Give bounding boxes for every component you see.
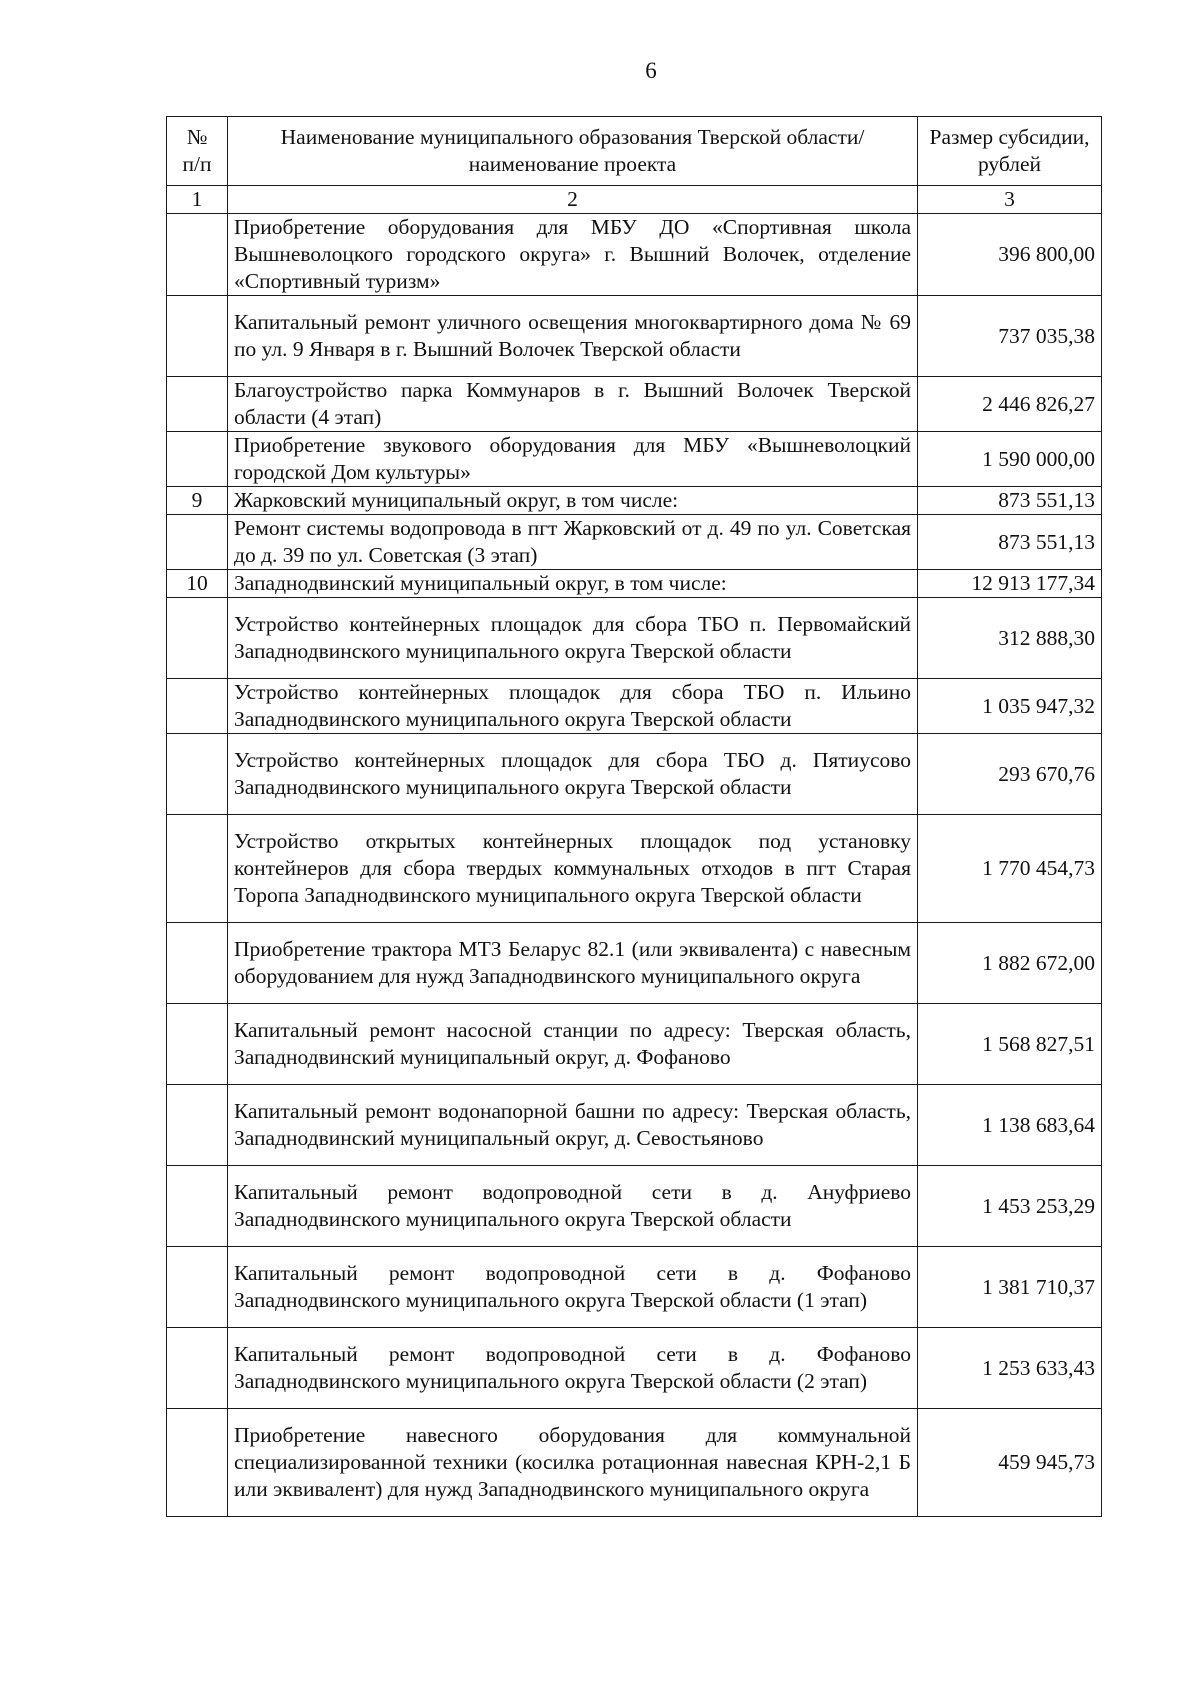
row-name: Капитальный ремонт водопроводной сети в д. Фофаново Западнодвинского муниципального округа Тверской области (1 этап) [228, 1247, 918, 1328]
table-row [167, 679, 1102, 734]
table-row [167, 1328, 1102, 1409]
row-name: Приобретение навесного оборудования для коммунальной специализированной техники (косилка ротационная навесная КРН-2,1 Б или эквивалент) для нужд Западнодвинского муниципального округа [228, 1409, 918, 1517]
row-amount: 1 253 633,43 [918, 1328, 1102, 1409]
row-name: Устройство контейнерных площадок для сбора ТБО п. Первомайский Западнодвинского муниципального округа Тверской области [228, 598, 918, 679]
page-number: 6 [645, 58, 657, 83]
row-name: Капитальный ремонт насосной станции по адресу: Тверская область, Западнодвинский муниципальный округ, д. Фофаново [228, 1004, 918, 1085]
column-index: 2 [228, 186, 918, 214]
row-name: Благоустройство парка Коммунаров в г. Вышний Волочек Тверской области (4 этап) [228, 377, 918, 432]
row-number [167, 1004, 228, 1085]
header-amount: Размер субсидии, рублей [918, 117, 1102, 186]
table-row-group [167, 570, 1102, 598]
row-amount: 396 800,00 [918, 214, 1102, 296]
table-row [167, 515, 1102, 570]
header-name: Наименование муниципального образования Тверской области/наименование проекта [228, 117, 918, 186]
row-name: Приобретение звукового оборудования для МБУ «Вышневолоцкий городской Дом культуры» [228, 432, 918, 487]
row-amount: 2 446 826,27 [918, 377, 1102, 432]
row-number [167, 432, 228, 487]
table-row [167, 214, 1102, 296]
row-amount: 1 035 947,32 [918, 679, 1102, 734]
row-amount: 1 568 827,51 [918, 1004, 1102, 1085]
row-name: Капитальный ремонт водонапорной башни по адресу: Тверская область, Западнодвинский муниципальный округ, д. Севостьяново [228, 1085, 918, 1166]
table-row [167, 1085, 1102, 1166]
row-number [167, 296, 228, 377]
row-number: 10 [167, 570, 228, 598]
table-row-group [167, 487, 1102, 515]
row-amount: 312 888,30 [918, 598, 1102, 679]
row-name: Приобретение трактора МТЗ Беларус 82.1 (или эквивалента) с навесным оборудованием для нужд Западнодвинского муниципального округа [228, 923, 918, 1004]
row-number [167, 679, 228, 734]
row-amount: 1 770 454,73 [918, 815, 1102, 923]
table-row [167, 1247, 1102, 1328]
row-number [167, 734, 228, 815]
row-name: Ремонт системы водопровода в пгт Жарковский от д. 49 по ул. Советская до д. 39 по ул. Советская (3 этап) [228, 515, 918, 570]
table-header-row [167, 117, 1102, 186]
row-name: Устройство открытых контейнерных площадок под установку контейнеров для сбора твердых коммунальных отходов в пгт Старая Торопа Западнодвинского муниципального округа Тверской области [228, 815, 918, 923]
column-index: 3 [918, 186, 1102, 214]
row-name: Западнодвинский муниципальный округ, в том числе: [228, 570, 918, 598]
table-row [167, 1004, 1102, 1085]
row-number [167, 1328, 228, 1409]
row-amount: 1 138 683,64 [918, 1085, 1102, 1166]
row-number [167, 1085, 228, 1166]
table-row [167, 598, 1102, 679]
row-amount: 12 913 177,34 [918, 570, 1102, 598]
column-index: 1 [167, 186, 228, 214]
row-name: Устройство контейнерных площадок для сбора ТБО д. Пятиусово Западнодвинского муниципального округа Тверской области [228, 734, 918, 815]
row-name: Приобретение оборудования для МБУ ДО «Спортивная школа Вышневолоцкого городского округа» г. Вышний Волочек, отделение «Спортивный туризм» [228, 214, 918, 296]
row-amount: 873 551,13 [918, 487, 1102, 515]
header-number: № п/п [167, 117, 228, 186]
row-amount: 1 590 000,00 [918, 432, 1102, 487]
row-number [167, 515, 228, 570]
row-name: Капитальный ремонт водопроводной сети в д. Ануфриево Западнодвинского муниципального округа Тверской области [228, 1166, 918, 1247]
row-number [167, 923, 228, 1004]
row-amount: 1 381 710,37 [918, 1247, 1102, 1328]
row-amount: 293 670,76 [918, 734, 1102, 815]
row-name: Жарковский муниципальный округ, в том числе: [228, 487, 918, 515]
column-index-row [167, 186, 1102, 214]
row-amount: 737 035,38 [918, 296, 1102, 377]
row-number [167, 1409, 228, 1517]
row-name: Капитальный ремонт уличного освещения многоквартирного дома № 69 по ул. 9 Января в г. Вышний Волочек Тверской области [228, 296, 918, 377]
row-number [167, 214, 228, 296]
row-amount: 1 453 253,29 [918, 1166, 1102, 1247]
table-row [167, 1409, 1102, 1517]
table-row [167, 377, 1102, 432]
table-row [167, 734, 1102, 815]
subsidy-table [166, 116, 1102, 1517]
row-name: Капитальный ремонт водопроводной сети в д. Фофаново Западнодвинского муниципального округа Тверской области (2 этап) [228, 1328, 918, 1409]
row-number [167, 1166, 228, 1247]
row-number [167, 815, 228, 923]
row-amount: 1 882 672,00 [918, 923, 1102, 1004]
row-amount: 459 945,73 [918, 1409, 1102, 1517]
row-number [167, 377, 228, 432]
table-row [167, 296, 1102, 377]
row-number [167, 1247, 228, 1328]
row-number [167, 598, 228, 679]
table-row [167, 815, 1102, 923]
table-row [167, 923, 1102, 1004]
row-name: Устройство контейнерных площадок для сбора ТБО п. Ильино Западнодвинского муниципального округа Тверской области [228, 679, 918, 734]
table-row [167, 1166, 1102, 1247]
table-row [167, 432, 1102, 487]
row-amount: 873 551,13 [918, 515, 1102, 570]
row-number: 9 [167, 487, 228, 515]
